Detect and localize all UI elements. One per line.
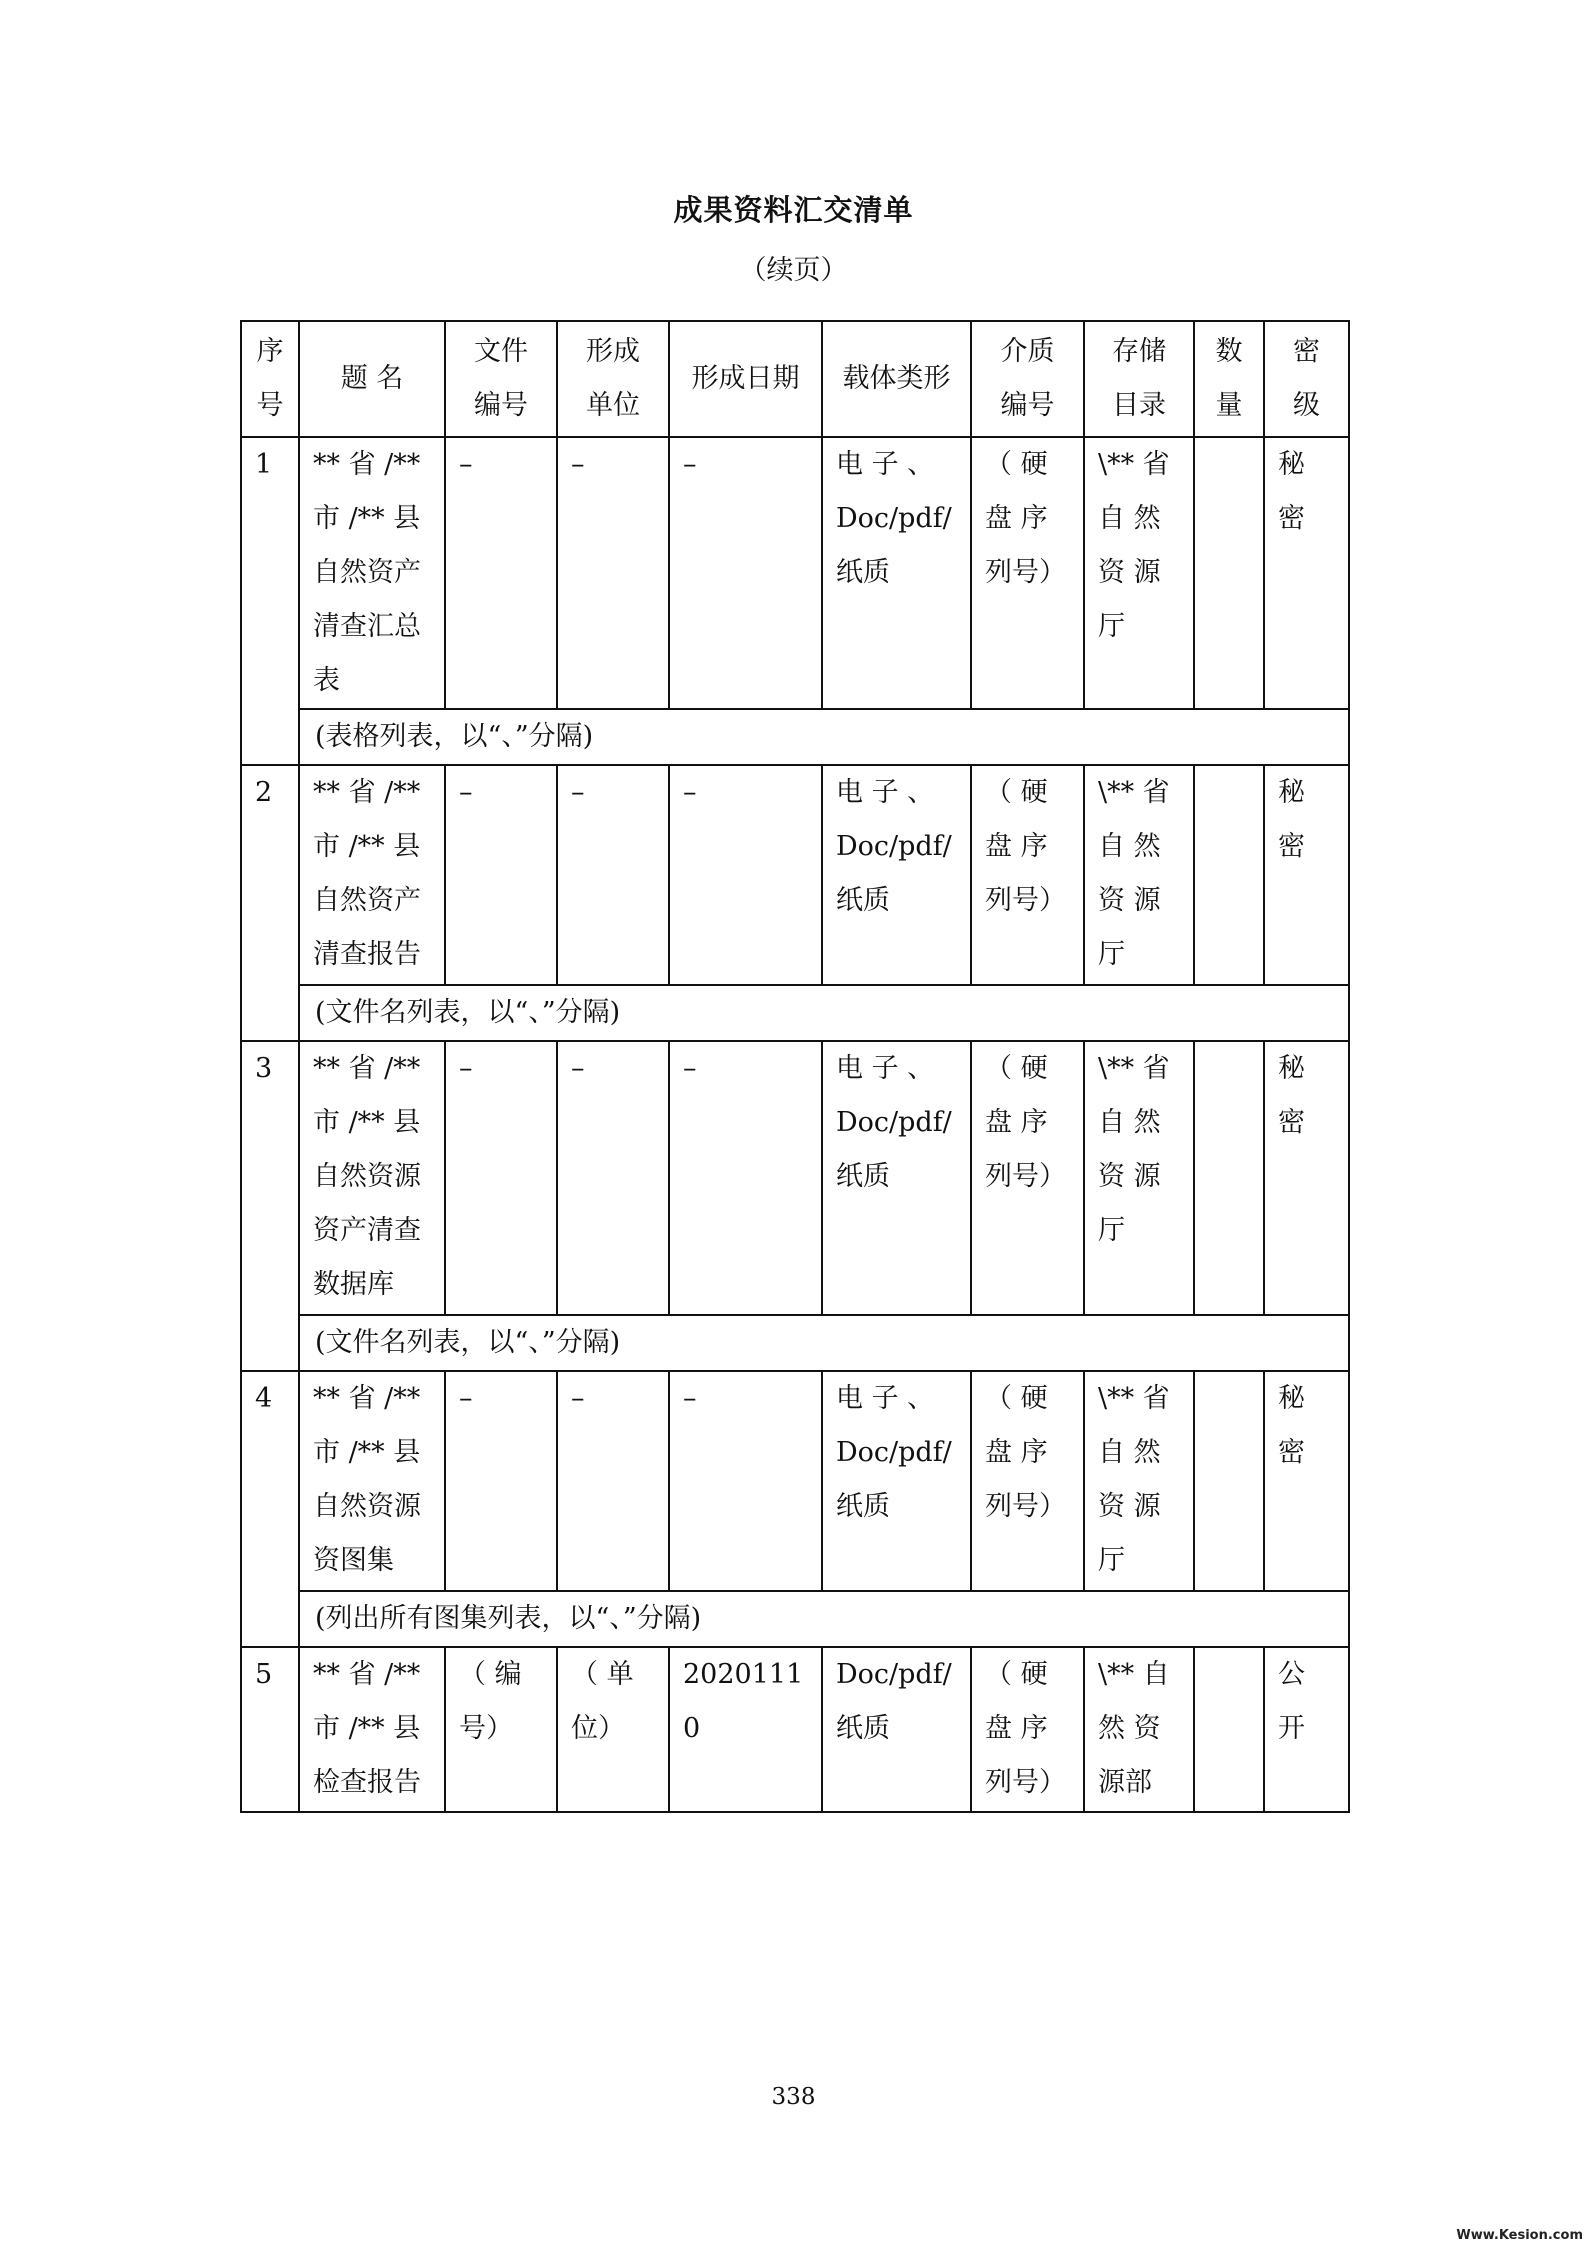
cell-storage: \** 自 然 资 源部 xyxy=(1084,1647,1194,1812)
cell-doc-no: – xyxy=(445,765,557,985)
cell-secret: 公 开 xyxy=(1264,1647,1349,1812)
cell-title: ** 省 /** 市 /** 县 自然资源 资图集 xyxy=(299,1371,445,1591)
page-title: 成果资料汇交清单 xyxy=(673,193,914,227)
cell-unit: （ 单 位） xyxy=(557,1647,669,1812)
page-subtitle: （续页） xyxy=(739,255,848,286)
table-row xyxy=(241,1647,1349,1812)
cell-date: – xyxy=(669,765,822,985)
header-media-no: 介质 编号 xyxy=(971,321,1084,437)
page-number: 338 xyxy=(771,2084,816,2110)
cell-media-no: （ 硬 盘 序 列号） xyxy=(971,1041,1084,1315)
header-unit: 形成 单位 xyxy=(557,321,669,437)
cell-unit: – xyxy=(557,765,669,985)
cell-seq: 4 xyxy=(241,1371,299,1647)
header-title: 题 名 xyxy=(299,321,445,437)
cell-seq: 3 xyxy=(241,1041,299,1371)
cell-note: (列出所有图集列表，以“、”分隔) xyxy=(299,1591,1349,1647)
table-row xyxy=(241,765,1349,985)
cell-storage: \** 省 自 然 资 源 厅 xyxy=(1084,437,1194,709)
cell-date: 20201110 xyxy=(669,1647,822,1812)
header-seq: 序 号 xyxy=(241,321,299,437)
cell-secret: 秘 密 xyxy=(1264,1371,1349,1591)
cell-unit: – xyxy=(557,1041,669,1315)
cell-date: – xyxy=(669,1371,822,1591)
cell-date: – xyxy=(669,1041,822,1315)
header-date: 形成日期 xyxy=(669,321,822,437)
cell-note: (文件名列表，以“、”分隔) xyxy=(299,985,1349,1041)
cell-secret: 秘 密 xyxy=(1264,437,1349,709)
cell-storage: \** 省 自 然 资 源 厅 xyxy=(1084,1041,1194,1315)
cell-quantity xyxy=(1194,1647,1264,1812)
cell-quantity xyxy=(1194,765,1264,985)
cell-doc-no: – xyxy=(445,1041,557,1315)
table-note-row xyxy=(241,1315,1349,1371)
cell-title: ** 省 /** 市 /** 县 自然资产 清查报告 xyxy=(299,765,445,985)
cell-quantity xyxy=(1194,1041,1264,1315)
cell-secret: 秘 密 xyxy=(1264,765,1349,985)
cell-seq: 5 xyxy=(241,1647,299,1812)
table-row xyxy=(241,1041,1349,1315)
header-secret: 密 级 xyxy=(1264,321,1349,437)
table-row xyxy=(241,1371,1349,1591)
cell-seq: 2 xyxy=(241,765,299,1041)
table-row xyxy=(241,437,1349,709)
cell-carrier: 电 子 、 Doc/pdf/ 纸质 xyxy=(822,437,971,709)
cell-note: (表格列表，以“、”分隔) xyxy=(299,709,1349,765)
cell-secret: 秘 密 xyxy=(1264,1041,1349,1315)
table-note-row xyxy=(241,1591,1349,1647)
cell-unit: – xyxy=(557,1371,669,1591)
header-carrier: 载体类形 xyxy=(822,321,971,437)
cell-note: (文件名列表，以“、”分隔) xyxy=(299,1315,1349,1371)
table-note-row xyxy=(241,709,1349,765)
table-header-row xyxy=(241,321,1349,437)
cell-doc-no: – xyxy=(445,437,557,709)
cell-doc-no: – xyxy=(445,1371,557,1591)
watermark: Www.Kesion.com xyxy=(1456,2228,1583,2243)
cell-carrier: 电 子 、 Doc/pdf/ 纸质 xyxy=(822,765,971,985)
cell-storage: \** 省 自 然 资 源 厅 xyxy=(1084,1371,1194,1591)
cell-media-no: （ 硬 盘 序 列号） xyxy=(971,765,1084,985)
handover-table xyxy=(240,320,1350,1813)
header-quantity: 数 量 xyxy=(1194,321,1264,437)
header-doc-no: 文件 编号 xyxy=(445,321,557,437)
cell-unit: – xyxy=(557,437,669,709)
header-storage: 存储 目录 xyxy=(1084,321,1194,437)
cell-storage: \** 省 自 然 资 源 厅 xyxy=(1084,765,1194,985)
cell-carrier: 电 子 、 Doc/pdf/ 纸质 xyxy=(822,1041,971,1315)
cell-carrier: 电 子 、 Doc/pdf/ 纸质 xyxy=(822,1371,971,1591)
table-note-row xyxy=(241,985,1349,1041)
cell-title: ** 省 /** 市 /** 县 检查报告 xyxy=(299,1647,445,1812)
cell-title: ** 省 /** 市 /** 县 自然资源 资产清查 数据库 xyxy=(299,1041,445,1315)
cell-quantity xyxy=(1194,1371,1264,1591)
cell-seq: 1 xyxy=(241,437,299,765)
cell-quantity xyxy=(1194,437,1264,709)
cell-media-no: （ 硬 盘 序 列号） xyxy=(971,1371,1084,1591)
cell-carrier: Doc/pdf/ 纸质 xyxy=(822,1647,971,1812)
cell-doc-no: （ 编 号） xyxy=(445,1647,557,1812)
cell-media-no: （ 硬 盘 序 列号） xyxy=(971,437,1084,709)
cell-media-no: （ 硬 盘 序 列号） xyxy=(971,1647,1084,1812)
cell-title: ** 省 /** 市 /** 县 自然资产 清查汇总 表 xyxy=(299,437,445,709)
cell-date: – xyxy=(669,437,822,709)
